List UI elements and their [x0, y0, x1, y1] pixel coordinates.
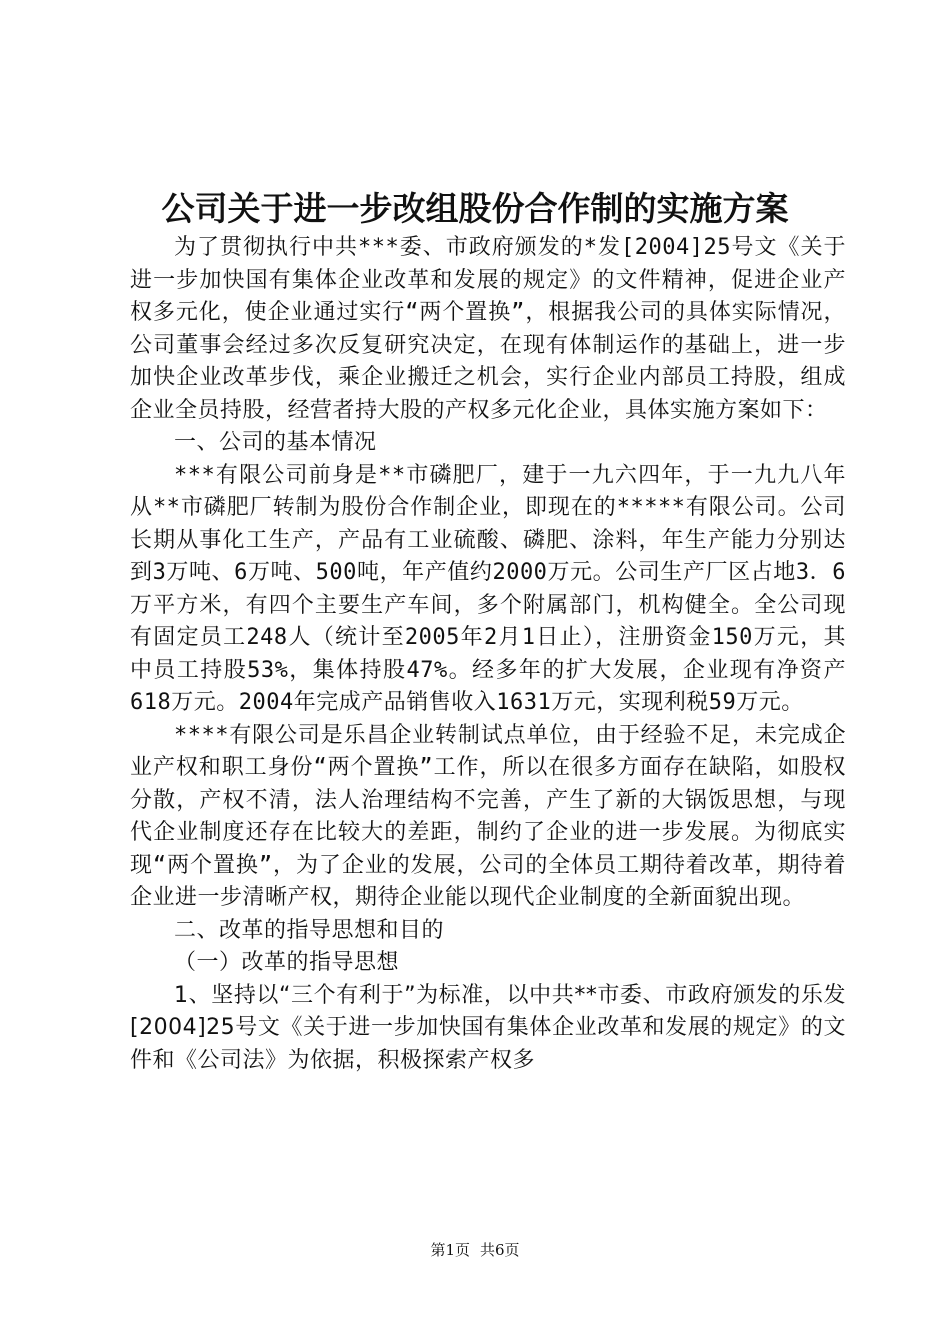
intro-paragraph: 为了贯彻执行中共***委、市政府颁发的*发[2004]25号文《关于进一步加快国有集体企业改革和发展的规定》的文件精神，促进企业产权多元化，使企业通过实行“两个置换”，根据我公司的具体实际情况，公司董事会经过多次反复研究决定，在现有体制运作的基础上，进一步加快企业改革步伐，乘企业搬迁之机会，实行企业内部员工持股，组成企业全员持股，经营者持大股的产权多元化企业，具体实施方案如下：: [130, 235, 846, 423]
subsection-heading-guiding-ideas: （一）改革的指导思想: [174, 950, 400, 975]
guiding-idea-item-1: 1、坚持以“三个有利于”为标准，以中共**市委、市政府颁发的乐发[2004]25号文《关于进一步加快国有集体企业改革和发展的规定》的文件和《公司法》为依据，积极探索产权多: [130, 982, 846, 1073]
page-footer: [0, 1240, 950, 1260]
page-number: 第1页: [430, 1241, 470, 1259]
page-total: 共6页: [480, 1241, 520, 1259]
section-heading-guiding-ideas: 二、改革的指导思想和目的: [174, 917, 445, 943]
problems-paragraph: ****有限公司是乐昌企业转制试点单位，由于经验不足，未完成企业产权和职工身份“两个置换”工作，所以在很多方面存在缺陷，如股权分散，产权不清，法人治理结构不完善，产生了新的大锅饭思想，与现代企业制度还存在比较大的差距，制约了企业的进一步发展。为彻底实现“两个置换”，为了企业的发展，公司的全体员工期待着改革，期待着企业进一步清晰产权，期待企业能以现代企业制度的全新面貌出现。: [130, 722, 846, 910]
basic-info-paragraph: ***有限公司前身是**市磷肥厂，建于一九六四年，于一九九八年从**市磷肥厂转制为股份合作制企业，即现在的*****有限公司。公司长期从事化工生产，产品有工业硫酸、磷肥、涂料，年生产能力分别达到3万吨、6万吨、500吨，年产值约2000万元。公司生产厂区占地3．6万平方米，有四个主要生产车间，多个附属部门，机构健全。全公司现有固定员工248人（统计至2005年2月1日止），注册资金150万元，其中员工持股53%，集体持股47%。经多年的扩大发展，企业现有净资产618万元。2004年完成产品销售收入1631万元，实现利税59万元。: [130, 462, 846, 715]
document-body: [130, 232, 846, 1077]
document-title: 公司关于进一步改组股份合作制的实施方案: [161, 189, 789, 228]
section-heading-basic-info: 一、公司的基本情况: [174, 430, 377, 455]
